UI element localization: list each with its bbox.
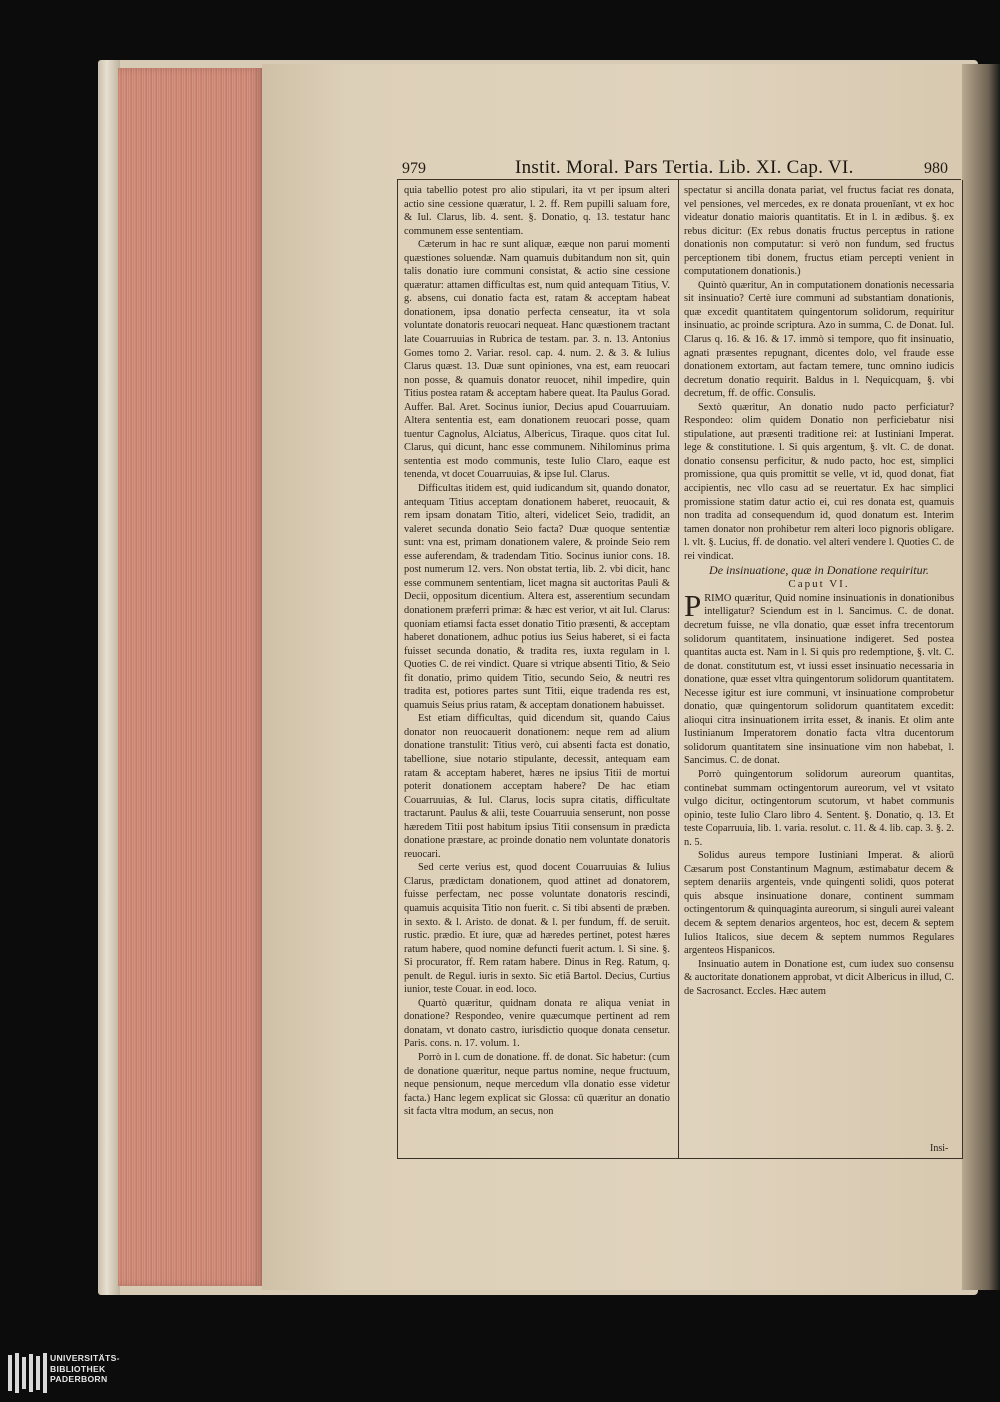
paragraph: Insinuatio autem in Donatione est, cum iudex suo consensu & auctoritate donationem approbat, vt dicit Albericus in illud, C. de Sacrosanct. Eccles. Hæc autem (684, 958, 954, 997)
page-edges (118, 68, 263, 1286)
paragraph: Sed certe verius est, quod docent Couarruuias & Iulius Clarus, prædictam donationem, quod attinet ad donatorem, fuisse perfectam, nec posse voluntate donatoris rescindi, quamuis acquisita Titio non fuerit. c. Si tibi absenti de præben. in sexto. & l. Aristo. de donat. & l. per fundum, ff. de seruit. rustic. prædio. Et iure, quæ ad hæredes pertinet, potest hæres ratum habere, quod nomine defuncti fuerit actum. l. Si sine. §. Si procurator, ff. Rem ratam habere. Dinus in Reg. Ratum, q. penult. de Regul. iuris in sexto. Sic etiã Bartol. Decius, Curtius iunior, teste Couar. in eod. loco. (404, 862, 670, 996)
paragraph: Quintò quæritur, An in computationem donationis necessaria sit insinuatio? Certè iure communi ad substantiam donationis, quæ excedit quantitatem quingentorum solidorum, requiritur insinuatio, ac proinde scriptura. Azo in summa, C. de Donat. Iul. Clarus q. 16. & 16. & 17. immò si tempore, quo fit insinuatio, agnati præsentes repugnant, dicentes dolo, vel fraude esse donationem extortam, aut factam temere, tunc omnino iudicis decretum donatio requirit. Baldus in l. Nequicquam, §. vbi decretum, ff. de offic. Consulis. (684, 279, 954, 400)
column-divider (678, 180, 679, 1158)
paragraph: quia tabellio potest pro alio stipulari, ita vt per ipsum alteri actio sine cessione quæratur, l. 2. ff. Rem pupilli saluam fore, & Iul. Clarus, lib. 4. sent. §. Donatio, q. 13. testatur hanc communem esse sententiam. (404, 185, 670, 237)
left-column (404, 184, 670, 1119)
running-head: Instit. Moral. Pars Tertia. Lib. XI. Cap. VI. (515, 157, 854, 178)
paragraph: Difficultas itidem est, quid iudicandum sit, quando donator, antequam Titius acceptam donationem haberet, reuocauit, & rem ipsam donatam Titio, alteri, videlicet Seio, tradidit, an valeret secunda donatio Seio facta? Duæ quoque sententiæ sunt: vna est, primam donationem valere, & proinde Seio rem esse auferendam, & tradendam Titio. Socinus iunior cons. 18. post numerum 12. vers. Non obstat tertia, lib. 2. vbi dicit, hanc esse communem sententiam, licet magna sit auctoritas Pauli & Decii, oppositum dicentium. Altera est, asserentium secundam donationem præferri primæ: & hæc est verior, vt ait Iul. Clarus: quoniam etiamsi facta esset donatio Titio præsenti, & acceptam haberet donationem, adhuc potius ius Seius haberet, si ei facta fuisset secunda donatio, & tradita res, iuxta regulam in l. Quoties C. de rei vindict. Quare si vtrique absenti Titio, & Seio fit donatio, primo quidem Titio, secundo Seio, & neutri res tradita est, potiores partes sunt Titii, eique tradenda res est, quamuis Seius prius ratam, & acceptam donationem habuisset. (404, 483, 670, 711)
chapter-title: De insinuatione, quæ in Donatione requiritur. (709, 563, 929, 578)
logo-line: PADERBORN (50, 1374, 108, 1385)
paragraph: Porrò quingentorum solidorum aureorum quantitas, continebat summam octingentorum aureorum, vel vt vsitato vulgo dicitur, octingentorum scutorum, vt habet communis opinio, teste Iulio Claro libro 4. Sentent. §. Donatio, q. 13. Et teste Coparruuia, lib. 1. varia. resolut. c. 11. & 4. lib. cap. 3. §. 2. n. 5. (684, 768, 954, 848)
first-paragraph-text: RIMO quæritur, Quid nomine insinuationis in donationibus intelligatur? Sciendum est in l. Sancimus. C. de donat. decretum fuisse, ne vlla donatio, quæ esset infra trecentorum solidorum quantitatem, insinuatione indigeret. Sed postea quantitas aucta est. Nam in l. Si quis pro redemptione, §. vlt. C. de donat. constitutum est, vt iussi esset insinuatio necessaria in donatione, quæ esset vltra quingentorum solidorum quantitatem. Necesse igitur est iure communi, vt insinuatione comprobetur donatio, quæ quingentorum solidorum quantitatem excedit: alioqui citra insinuationem irrita esset, & inanis. Et olim ante Iustinianum Imperatorem donatio facta vltra ducentorum solidorum quantitatem sine insinuatione vim non habebat, l. Sancimus. C. de donat. (684, 592, 954, 767)
chapter-heading: Caput VI. (788, 578, 850, 591)
paragraph: Solidus aureus tempore Iustiniani Imperat. & aliorū Cæsarum post Constantinum Magnum, æstimabatur decem & septem denariis argenteis, vnde quingenti solidi, quos poterat quis absque insinuatione donare, continent summam octingentorum & quinquaginta aureorum, si singuli aurei valeant decem & septem denarios argenteos, hoc est, decem & septem Iulios Italicos, siue decem & septem nummos Regulares argenteos Hispanicos. (684, 850, 954, 957)
page-number-left: 979 (402, 160, 426, 177)
paragraph: Est etiam difficultas, quid dicendum sit, quando Caius donator non reuocauerit donationem: neque rem ad alium donatione transtulit: Titius verò, cui absenti facta est donatio, tabellione, siue notario stipulante, decessit, antequam eam ratam & acceptam haberet, hæres ne ipsius Titii de mortui poterit donationem acceptam habere? De hac etiam Couarruuias, & Iul. Clarus, locis supra citatis, difficultate tractarunt. Paulus & alii, teste Couarruuia senserunt, non posse hæredem Titii post habitum ipsius Titii consensum in prædicta donatione præstare, ac proinde donatio nem voluntate donatoris reuocari. (404, 713, 670, 860)
catchword: Insi- (930, 1143, 949, 1154)
page-number-right: 980 (924, 160, 948, 177)
paragraph: Cæterum in hac re sunt aliquæ, eæque non parui momenti quæstiones soluendæ. Nam quamuis dubitandum non sit, quin talis donatio iure communi consistat, & actio sine cessione quæratur: attamen difficultas est, num quid antequam Titius, V. g. absens, cui donatio facta est, ratam & acceptam habeat donationem, ipsa donatio perfecta censeatur, ita vt sola voluntate donatoris reuocari nequeat. Hanc quæstionem tractant late Couarruuias in Rubrica de testam. par. 3. n. 13. Antonius Gomes tomo 2. Variar. resol. cap. 4. num. 2. & 3. & Iulius Clarus quæst. 13. Duæ sunt opiniones, vna est, eam reuocari non posse, & quamuis donator reuocet, nihil impedire, quin Titius postea ratam & acceptam habere queat. Ita Paulus Gorad. Auffer. Bal. Aret. Socinus iunior, Decius apud Couarruuiam. Altera sententia est, eam donationem reuocari posse, quam tuentur Cagnolus, Alciatus, Albericus, Tiraque. quos citat Iul. Clarus, qui dicunt, hanc esse communem. Nihilominus prima sententia est modo communis, teste Iulio Claro, eaque est tenenda, vt docet Couarruuias, & ipse Iul. Clarus. (404, 239, 670, 481)
paragraph: spectatur si ancilla donata pariat, vel fructus faciat res donata, vel pensiones, vel mercedes, ex re donata prouenīant, vt ex hoc videatur donatio maioris quantitatis. Et in l. in ædibus. §. ex rebus dicitur: (Ex rebus donatis fructus perceptus in ratione donationis non computatur: si verò non fundum, sed fructus perceptionem tibi donem, fructus etiam percepti venient in computationem donationis.) (684, 185, 954, 278)
right-column (684, 184, 954, 998)
chapter-first-paragraph (684, 587, 954, 768)
drop-cap: P (684, 587, 702, 623)
paragraph: Porrò in l. cum de donatione. ff. de donat. Sic habetur: (cum de donatione quæritur, neque partus nomine, neque fructuum, neque pensionum, neque mercedum vlla donatio esse videtur facta.) Hanc legem explicat sic Glossa: cū quæritur an donatio sit facta vltra modum, an secus, non (404, 1052, 670, 1118)
logo-line: BIBLIOTHEK (50, 1363, 106, 1374)
book-cover-spine (98, 60, 120, 1295)
page-gutter (962, 64, 1000, 1290)
paragraph: Sextò quæritur, An donatio nudo pacto perficiatur? Respondeo: olim quidem Donatio non perficiebatur nisi stipulatione, aut præsenti traditione rei: at Iustiniani Imperat. lege & constitutione. l. Si quis argentum, §. vlt. C. de donat. donatio consensu perficitur, & nudo pacto, hoc est, simplici promissione, qua quis promittit se velle, vt id, quod donat, fiat accipientis, nec vllo casu ad se reuertatur. Ex hac simplici promissione statim datur actio ei, cui res donata est, quamuis non tradita ad consequendum id, quod donatum est. Interim tamen donator non prohibetur rem alteri loco pignoris obligare. l. vlt. §. Lucius, ff. de donatio. vel alteri vendere l. Quoties C. de rei vindicat. (684, 401, 954, 562)
paragraph: Quartò quæritur, quidnam donata re aliqua veniat in donatione? Respondeo, venire quæcumque pertinent ad rem donatam, vt donato castro, iurisdictio quoque donata censetur. Paris. cons. n. 17. volum. 1. (404, 997, 670, 1050)
logo-line: UNIVERSITÄTS- (50, 1353, 120, 1363)
library-logo-text (50, 1353, 120, 1385)
